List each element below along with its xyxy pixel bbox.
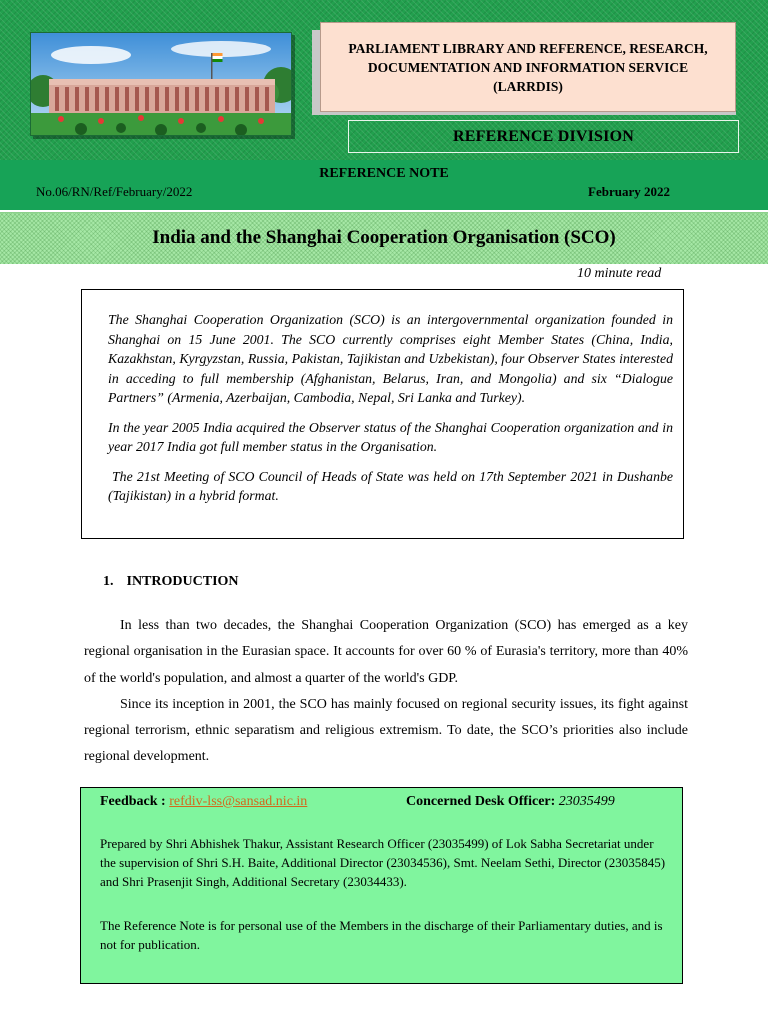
feedback-row xyxy=(100,792,672,816)
reference-note-date: February 2022 xyxy=(588,184,670,199)
document-title: India and the Shanghai Cooperation Organisation (SCO) xyxy=(152,227,616,248)
disclaimer-text: The Reference Note is for personal use of the Members in the discharge of their Parliamentary duties, and is not for publication. xyxy=(100,918,663,952)
reference-note-bar xyxy=(0,160,768,210)
desk-officer-label: Concerned Desk Officer: xyxy=(406,794,556,809)
org-name-box: PARLIAMENT LIBRARY AND REFERENCE, RESEARCH, DOCUMENTATION AND INFORMATION SERVICE (LARRDIS) xyxy=(320,22,736,112)
division-title: REFERENCE DIVISION xyxy=(348,120,739,153)
feedback-box xyxy=(80,787,683,984)
reference-note-label: REFERENCE NOTE xyxy=(319,166,449,181)
body-paragraph: Since its inception in 2001, the SCO has mainly focused on regional security issues, its fight against regional terrorism, ethnic separatism and religious extremism. To date, the SCO’s priorities also include regional development. xyxy=(84,696,688,765)
feedback-label: Feedback : xyxy=(100,794,166,809)
summary-paragraph: The Shanghai Cooperation Organization (SCO) is an intergovernmental organization founded in Shanghai on 15 June 2001. The SCO currently comprises eight Member States (China, India, Kazakhstan, Kyrgyzstan, Russia, Pakistan, Tajikistan and Uzbekistan), four Observer States interested in acceding to full membership (Afghanistan, Belarus, Iran, and Mongolia) and six “Dialogue Partners” (Armenia, Azerbaijan, Cambodia, Nepal, Sri Lanka and Turkey). xyxy=(108,312,673,405)
body-paragraph: In less than two decades, the Shanghai Cooperation Organization (SCO) has emerged as a key regional organisation in the Eurasian space. It accounts for over 60 % of Eurasia's territory, more than 40% of the world's population, and almost a quarter of the world's GDP. xyxy=(84,618,688,686)
section-number: 1. xyxy=(103,574,114,589)
prepared-by-text: Prepared by Shri Abhishek Thakur, Assistant Research Officer (23035499) of Lok Sabha Secretariat under the supervision of Shri S.H. Baite, Additional Director (23034536), Smt. Neelam Sethi, Director (23035845) and Shri Prasenjit Singh, Additional Secretary (23034433). xyxy=(100,836,666,889)
parliament-building-photo xyxy=(30,32,292,136)
section-heading xyxy=(103,574,239,590)
read-time: 10 minute read xyxy=(577,266,662,281)
summary-paragraph: In the year 2005 India acquired the Observer status of the Shanghai Cooperation organization and in year 2017 India got full member status in the Organisation. xyxy=(108,419,673,454)
summary-paragraph: The 21st Meeting of SCO Council of Heads of State was held on 17th September 2021 in Dushanbe (Tajikistan) in a hybrid format. xyxy=(108,468,673,503)
desk-officer-phone: 23035499 xyxy=(558,794,615,809)
desk-officer xyxy=(406,792,615,811)
summary-box xyxy=(81,289,684,539)
introduction-body xyxy=(84,613,688,771)
feedback-email-link[interactable]: refdiv-lss@sansad.nic.in xyxy=(169,794,308,809)
section-title: INTRODUCTION xyxy=(126,574,239,589)
reference-note-number: No.06/RN/Ref/February/2022 xyxy=(36,184,193,199)
